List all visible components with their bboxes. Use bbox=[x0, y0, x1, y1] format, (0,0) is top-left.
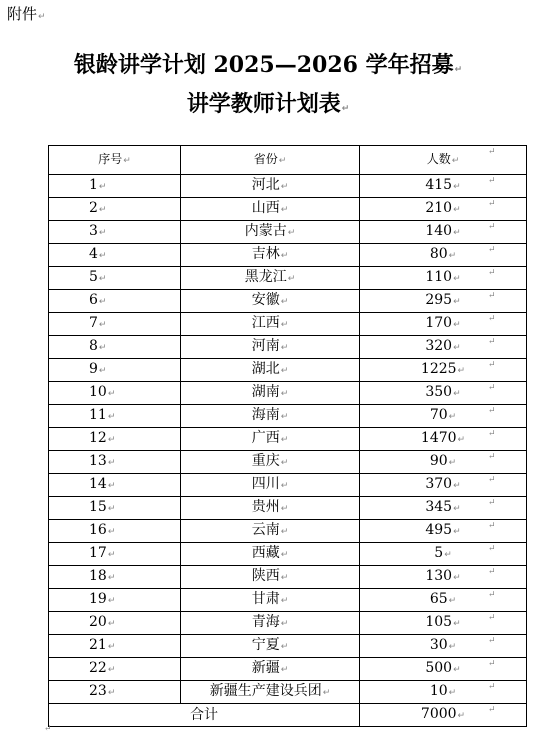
row-count-text: 70 bbox=[429, 407, 448, 423]
row-end-mark: ↵ bbox=[488, 704, 496, 715]
row-seq bbox=[49, 290, 181, 313]
row-count bbox=[360, 474, 527, 497]
paragraph-mark: ↵ bbox=[280, 458, 289, 468]
paragraph-mark: ↵ bbox=[280, 435, 289, 445]
table-row bbox=[49, 658, 527, 681]
row-count-text: 350 bbox=[425, 384, 453, 400]
row-count-text: 210 bbox=[425, 200, 453, 216]
row-count bbox=[360, 566, 527, 589]
paragraph-mark: ↵ bbox=[448, 596, 457, 606]
row-count bbox=[360, 336, 527, 359]
paragraph-mark: ↵ bbox=[287, 274, 296, 284]
row-province-text: 山西 bbox=[251, 200, 280, 216]
paragraph-mark: ↵ bbox=[107, 412, 116, 422]
row-count bbox=[360, 428, 527, 451]
paragraph-mark: ↵ bbox=[322, 688, 331, 698]
table-row bbox=[49, 451, 527, 474]
row-seq-text: 12 bbox=[89, 430, 107, 446]
row-end-mark: ↵ bbox=[488, 658, 496, 669]
row-seq-text: 18 bbox=[89, 568, 107, 584]
paragraph-mark: ↵ bbox=[107, 504, 116, 514]
row-count bbox=[360, 451, 527, 474]
row-province bbox=[181, 382, 360, 405]
row-end-mark: ↵ bbox=[488, 146, 496, 157]
row-seq-text: 21 bbox=[89, 637, 107, 653]
paragraph-mark: ↵ bbox=[280, 366, 289, 376]
paragraph-mark: ↵ bbox=[98, 228, 107, 238]
row-seq bbox=[49, 405, 181, 428]
row-end-mark: ↵ bbox=[488, 635, 496, 646]
table-row bbox=[49, 612, 527, 635]
paragraph-mark: ↵ bbox=[38, 12, 46, 22]
row-seq-text: 8 bbox=[89, 338, 98, 354]
row-count bbox=[360, 382, 527, 405]
row-seq-text: 11 bbox=[89, 407, 107, 423]
paragraph-mark: ↵ bbox=[453, 504, 461, 514]
paragraph-mark: ↵ bbox=[453, 320, 461, 330]
paragraph-mark: ↵ bbox=[107, 481, 116, 491]
row-count bbox=[360, 244, 527, 267]
row-count-text: 110 bbox=[425, 269, 453, 285]
total-label-text: 合计 bbox=[190, 707, 218, 723]
row-count-text: 1470 bbox=[420, 430, 457, 446]
row-end-mark: ↵ bbox=[488, 382, 496, 393]
paragraph-mark: ↵ bbox=[448, 642, 457, 652]
paragraph-mark: ↵ bbox=[453, 665, 461, 675]
row-end-mark: ↵ bbox=[488, 428, 496, 439]
row-count bbox=[360, 221, 527, 244]
row-province bbox=[181, 175, 360, 198]
table-row bbox=[49, 382, 527, 405]
table-row bbox=[49, 336, 527, 359]
row-province bbox=[181, 543, 360, 566]
paragraph-mark: ↵ bbox=[453, 182, 461, 192]
table-row bbox=[49, 244, 527, 267]
paragraph-mark: ↵ bbox=[453, 619, 461, 629]
row-province bbox=[181, 244, 360, 267]
row-count-text: 370 bbox=[425, 476, 453, 492]
paragraph-mark: ↵ bbox=[98, 251, 107, 261]
table-row bbox=[49, 267, 527, 290]
row-count-text: 170 bbox=[425, 315, 453, 331]
row-province-text: 重庆 bbox=[251, 453, 280, 469]
row-province-text: 陕西 bbox=[251, 568, 280, 584]
row-province-text: 河北 bbox=[251, 177, 280, 193]
attachment-label: 附件↵ bbox=[7, 5, 46, 23]
row-province-text: 青海 bbox=[251, 614, 280, 630]
row-end-mark: ↵ bbox=[488, 497, 496, 508]
row-count bbox=[360, 497, 527, 520]
table-row bbox=[49, 405, 527, 428]
paragraph-mark: ↵ bbox=[453, 297, 461, 307]
document-title-line-1 bbox=[0, 50, 536, 85]
row-count-text: 5 bbox=[434, 545, 444, 561]
row-count bbox=[360, 313, 527, 336]
title-prefix: 银龄讲学计划 bbox=[73, 53, 214, 78]
row-seq-text: 16 bbox=[89, 522, 107, 538]
row-province bbox=[181, 428, 360, 451]
row-province-text: 新疆 bbox=[251, 660, 280, 676]
row-end-mark: ↵ bbox=[488, 405, 496, 416]
row-province bbox=[181, 336, 360, 359]
row-province bbox=[181, 520, 360, 543]
row-province bbox=[181, 635, 360, 658]
row-seq bbox=[49, 244, 181, 267]
paragraph-mark: ↵ bbox=[280, 527, 289, 537]
row-seq bbox=[49, 589, 181, 612]
paragraph-mark: ↵ bbox=[98, 343, 107, 353]
paragraph-mark: ↵ bbox=[280, 297, 289, 307]
row-count bbox=[360, 267, 527, 290]
row-seq bbox=[49, 221, 181, 244]
row-province bbox=[181, 658, 360, 681]
row-province bbox=[181, 451, 360, 474]
row-end-mark: ↵ bbox=[488, 313, 496, 324]
row-seq-text: 7 bbox=[89, 315, 98, 331]
row-count bbox=[360, 612, 527, 635]
header-province: 省份↵ bbox=[181, 146, 360, 175]
table-row bbox=[49, 474, 527, 497]
row-end-mark: ↵ bbox=[488, 566, 496, 577]
row-end-mark: ↵ bbox=[488, 244, 496, 255]
table-row bbox=[49, 313, 527, 336]
row-province bbox=[181, 474, 360, 497]
paragraph-mark: ↵ bbox=[457, 711, 466, 721]
row-province bbox=[181, 612, 360, 635]
row-seq bbox=[49, 175, 181, 198]
row-seq-text: 2 bbox=[89, 200, 98, 216]
row-end-mark: ↵ bbox=[488, 589, 496, 600]
table-row bbox=[49, 566, 527, 589]
row-province bbox=[181, 566, 360, 589]
row-seq-text: 1 bbox=[89, 177, 98, 193]
row-end-mark: ↵ bbox=[488, 681, 496, 692]
table-header-row bbox=[49, 146, 527, 175]
header-seq: 序号↵ bbox=[49, 146, 181, 175]
table-row bbox=[49, 681, 527, 704]
title-suffix: 学年招募 bbox=[357, 53, 454, 78]
table-row bbox=[49, 497, 527, 520]
row-end-mark: ↵ bbox=[488, 543, 496, 554]
end-of-document-mark: ↵ bbox=[44, 724, 52, 734]
paragraph-mark: ↵ bbox=[98, 366, 107, 376]
row-seq-text: 4 bbox=[89, 246, 98, 262]
table-row bbox=[49, 198, 527, 221]
row-seq bbox=[49, 658, 181, 681]
paragraph-mark: ↵ bbox=[341, 104, 350, 114]
row-seq-text: 10 bbox=[89, 384, 107, 400]
paragraph-mark: ↵ bbox=[280, 665, 289, 675]
row-province-text: 四川 bbox=[251, 476, 280, 492]
row-seq-text: 5 bbox=[89, 269, 98, 285]
row-seq bbox=[49, 566, 181, 589]
paragraph-mark: ↵ bbox=[280, 182, 289, 192]
row-seq-text: 3 bbox=[89, 223, 98, 239]
row-seq bbox=[49, 428, 181, 451]
paragraph-mark: ↵ bbox=[280, 619, 289, 629]
paragraph-mark: ↵ bbox=[453, 389, 461, 399]
paragraph-mark: ↵ bbox=[457, 366, 466, 376]
row-end-mark: ↵ bbox=[488, 520, 496, 531]
row-end-mark: ↵ bbox=[488, 290, 496, 301]
row-count bbox=[360, 543, 527, 566]
row-count bbox=[360, 175, 527, 198]
row-seq-text: 15 bbox=[89, 499, 107, 515]
row-count-text: 140 bbox=[425, 223, 453, 239]
row-count-text: 1225 bbox=[420, 361, 457, 377]
row-seq-text: 6 bbox=[89, 292, 98, 308]
row-count bbox=[360, 681, 527, 704]
row-province bbox=[181, 681, 360, 704]
row-province-text: 黑龙江 bbox=[244, 269, 287, 285]
row-count-text: 295 bbox=[425, 292, 453, 308]
table-row bbox=[49, 290, 527, 313]
paragraph-mark: ↵ bbox=[280, 642, 289, 652]
table-row bbox=[49, 520, 527, 543]
document-title-line-2: 讲学教师计划表↵ bbox=[186, 92, 350, 117]
row-province-text: 湖南 bbox=[251, 384, 280, 400]
paragraph-mark: ↵ bbox=[98, 297, 107, 307]
row-province-text: 云南 bbox=[251, 522, 280, 538]
row-count bbox=[360, 658, 527, 681]
paragraph-mark: ↵ bbox=[107, 573, 116, 583]
row-seq-text: 14 bbox=[89, 476, 107, 492]
table-total-row bbox=[49, 704, 527, 727]
paragraph-mark: ↵ bbox=[107, 458, 116, 468]
table-row bbox=[49, 635, 527, 658]
row-seq bbox=[49, 336, 181, 359]
row-province-text: 湖北 bbox=[251, 361, 280, 377]
row-count-text: 345 bbox=[425, 499, 453, 515]
row-seq-text: 23 bbox=[89, 683, 107, 699]
table-row bbox=[49, 359, 527, 382]
row-count-text: 105 bbox=[425, 614, 453, 630]
paragraph-mark: ↵ bbox=[107, 550, 116, 560]
row-province bbox=[181, 359, 360, 382]
row-end-mark: ↵ bbox=[488, 198, 496, 209]
row-end-mark: ↵ bbox=[488, 267, 496, 278]
row-count-text: 495 bbox=[425, 522, 453, 538]
paragraph-mark: ↵ bbox=[280, 343, 289, 353]
row-seq bbox=[49, 520, 181, 543]
title-years: 2025—2026 bbox=[213, 52, 358, 78]
row-end-mark: ↵ bbox=[488, 221, 496, 232]
row-province bbox=[181, 290, 360, 313]
row-province-text: 吉林 bbox=[251, 246, 280, 262]
row-seq-text: 17 bbox=[89, 545, 107, 561]
row-seq bbox=[49, 451, 181, 474]
paragraph-mark: ↵ bbox=[453, 228, 461, 238]
row-seq-text: 9 bbox=[89, 361, 98, 377]
row-count-text: 415 bbox=[425, 177, 453, 193]
row-end-mark: ↵ bbox=[488, 451, 496, 462]
row-seq-text: 22 bbox=[89, 660, 107, 676]
row-count-text: 130 bbox=[425, 568, 453, 584]
paragraph-mark: ↵ bbox=[280, 320, 289, 330]
paragraph-mark: ↵ bbox=[280, 573, 289, 583]
row-end-mark: ↵ bbox=[488, 175, 496, 186]
row-count-text: 10 bbox=[429, 683, 448, 699]
row-count bbox=[360, 290, 527, 313]
paragraph-mark: ↵ bbox=[453, 527, 461, 537]
row-seq bbox=[49, 474, 181, 497]
row-end-mark: ↵ bbox=[488, 359, 496, 370]
paragraph-mark: ↵ bbox=[280, 205, 289, 215]
paragraph-mark: ↵ bbox=[107, 596, 116, 606]
row-province bbox=[181, 497, 360, 520]
row-seq-text: 19 bbox=[89, 591, 107, 607]
row-count bbox=[360, 405, 527, 428]
total-label bbox=[49, 704, 360, 727]
row-province-text: 内蒙古 bbox=[244, 223, 287, 239]
row-province bbox=[181, 221, 360, 244]
paragraph-mark: ↵ bbox=[280, 389, 289, 399]
paragraph-mark: ↵ bbox=[453, 481, 461, 491]
row-end-mark: ↵ bbox=[488, 336, 496, 347]
row-province-text: 贵州 bbox=[251, 499, 280, 515]
paragraph-mark: ↵ bbox=[287, 228, 296, 238]
paragraph-mark: ↵ bbox=[453, 274, 461, 284]
row-seq-text: 13 bbox=[89, 453, 107, 469]
row-end-mark: ↵ bbox=[488, 612, 496, 623]
row-seq bbox=[49, 313, 181, 336]
row-count-text: 80 bbox=[429, 246, 448, 262]
row-seq bbox=[49, 382, 181, 405]
row-province-text: 宁夏 bbox=[251, 637, 280, 653]
row-province-text: 甘肃 bbox=[251, 591, 280, 607]
paragraph-mark: ↵ bbox=[444, 550, 452, 560]
total-count-text: 7000 bbox=[420, 706, 457, 722]
paragraph-mark: ↵ bbox=[98, 182, 107, 192]
paragraph-mark: ↵ bbox=[453, 343, 461, 353]
header-count: 人数↵ bbox=[360, 146, 527, 175]
row-seq bbox=[49, 612, 181, 635]
paragraph-mark: ↵ bbox=[448, 251, 457, 261]
row-count bbox=[360, 359, 527, 382]
row-seq bbox=[49, 497, 181, 520]
paragraph-mark: ↵ bbox=[280, 481, 289, 491]
row-province bbox=[181, 405, 360, 428]
row-province-text: 江西 bbox=[251, 315, 280, 331]
row-seq bbox=[49, 359, 181, 382]
recruitment-plan-table bbox=[48, 145, 527, 727]
row-count-text: 320 bbox=[425, 338, 453, 354]
row-seq bbox=[49, 543, 181, 566]
row-count-text: 30 bbox=[429, 637, 448, 653]
row-province-text: 广西 bbox=[251, 430, 280, 446]
row-province bbox=[181, 267, 360, 290]
row-count bbox=[360, 589, 527, 612]
paragraph-mark: ↵ bbox=[98, 274, 107, 284]
row-count bbox=[360, 520, 527, 543]
paragraph-mark: ↵ bbox=[107, 665, 116, 675]
paragraph-mark: ↵ bbox=[98, 320, 107, 330]
paragraph-mark: ↵ bbox=[453, 573, 461, 583]
paragraph-mark: ↵ bbox=[448, 688, 457, 698]
row-province-text: 安徽 bbox=[251, 292, 280, 308]
row-province bbox=[181, 589, 360, 612]
paragraph-mark: ↵ bbox=[107, 527, 116, 537]
row-seq bbox=[49, 198, 181, 221]
paragraph-mark: ↵ bbox=[107, 435, 116, 445]
paragraph-mark: ↵ bbox=[280, 251, 289, 261]
row-count-text: 90 bbox=[429, 453, 448, 469]
table-row bbox=[49, 175, 527, 198]
paragraph-mark: ↵ bbox=[107, 642, 116, 652]
paragraph-mark: ↵ bbox=[107, 619, 116, 629]
row-count-text: 500 bbox=[425, 660, 453, 676]
paragraph-mark: ↵ bbox=[280, 550, 289, 560]
paragraph-mark: ↵ bbox=[448, 458, 457, 468]
row-seq bbox=[49, 267, 181, 290]
paragraph-mark: ↵ bbox=[448, 412, 457, 422]
row-count-text: 65 bbox=[429, 591, 448, 607]
paragraph-mark: ↵ bbox=[454, 65, 463, 75]
row-seq bbox=[49, 635, 181, 658]
paragraph-mark: ↵ bbox=[107, 389, 116, 399]
row-count bbox=[360, 635, 527, 658]
row-seq-text: 20 bbox=[89, 614, 107, 630]
paragraph-mark: ↵ bbox=[98, 205, 107, 215]
paragraph-mark: ↵ bbox=[107, 688, 116, 698]
table-row bbox=[49, 221, 527, 244]
table-row bbox=[49, 428, 527, 451]
row-province-text: 海南 bbox=[251, 407, 280, 423]
total-count bbox=[360, 704, 527, 727]
row-province-text: 河南 bbox=[251, 338, 280, 354]
row-end-mark: ↵ bbox=[488, 474, 496, 485]
row-province-text: 西藏 bbox=[251, 545, 280, 561]
paragraph-mark: ↵ bbox=[280, 504, 289, 514]
paragraph-mark: ↵ bbox=[280, 596, 289, 606]
row-province bbox=[181, 198, 360, 221]
paragraph-mark: ↵ bbox=[457, 435, 466, 445]
paragraph-mark: ↵ bbox=[453, 205, 461, 215]
table-row bbox=[49, 543, 527, 566]
row-province-text: 新疆生产建设兵团 bbox=[209, 683, 322, 699]
table-row bbox=[49, 589, 527, 612]
row-province bbox=[181, 313, 360, 336]
row-count bbox=[360, 198, 527, 221]
paragraph-mark: ↵ bbox=[280, 412, 289, 422]
row-seq bbox=[49, 681, 181, 704]
